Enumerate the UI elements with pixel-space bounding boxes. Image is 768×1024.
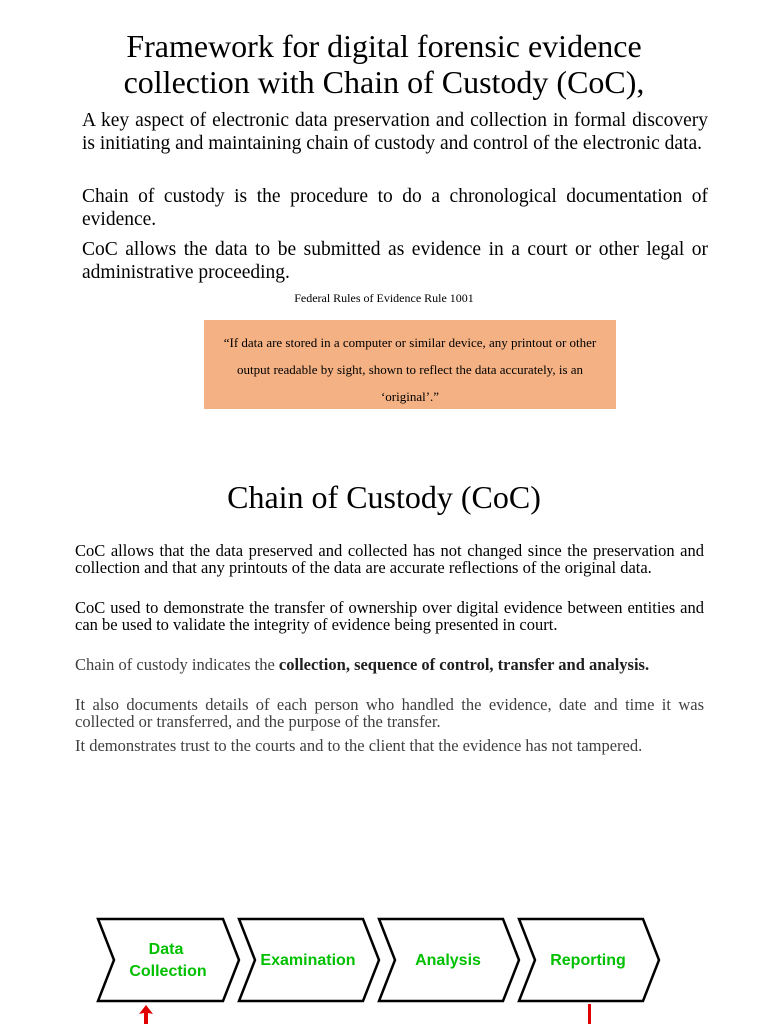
coc-paragraph-1: CoC allows that the data preserved and collected has not changed since the preservation and collection and that any printouts of the data are accurate reflections of the original data. [75,541,704,577]
coc-paragraph-5: It demonstrates trust to the courts and to the client that the evidence has not tampered. [75,736,643,755]
coc-paragraph-3 [75,657,704,674]
process-step-reporting [519,919,659,1001]
process-step-data-collection [98,919,239,1001]
up-arrow-icon [138,1004,154,1024]
coc-paragraph-3-bold: collection, sequence of control, transfer and analysis. [278,655,650,674]
process-step-analysis [379,919,519,1001]
page-title-line-1: Framework for digital forensic evidence [126,28,642,64]
marker-line [588,1004,591,1024]
intro-paragraph-2: Chain of custody is the procedure to do a chronological documentation of evidence. [82,186,708,230]
step-label: Analysis [415,952,481,969]
intro-paragraph-3: CoC allows the data to be submitted as evidence in a court or other legal or administrative proceeding. [82,239,708,283]
step-label: Reporting [550,952,626,969]
step-label: Examination [260,952,356,969]
rule-quote-box [204,320,616,409]
step-label-line-1: Data [148,941,184,958]
process-chevrons [96,916,666,1006]
page-title [60,28,708,100]
process-step-examination [239,919,379,1001]
coc-paragraph-2: CoC used to demonstrate the transfer of ownership over digital evidence between entities and can be used to validate the integrity of evidence being presented in court. [75,598,704,634]
page-title-line-2: collection with Chain of Custody (CoC), [123,64,645,100]
chevron-shape [98,919,239,1001]
section-title: Chain of Custody (CoC) [227,479,541,515]
rule-caption: Federal Rules of Evidence Rule 1001 [294,291,474,305]
coc-paragraph-3-prefix: Chain of custody indicates the [75,655,279,674]
intro-paragraph-1: A key aspect of electronic data preservation and collection in formal discovery is initiating and maintaining chain of custody and control of the electronic data. [82,110,708,154]
coc-paragraph-4: It also documents details of each person who handled the evidence, date and time it was collected or transferred, and the purpose of the transfer. [75,695,704,731]
step-label-line-2: Collection [129,963,207,980]
process-diagram [96,916,666,1006]
rule-quote-text: “If data are stored in a computer or similar device, any printout or other output readable by sight, shown to reflect the data accurately, is an ‘original’.” [223,335,597,404]
